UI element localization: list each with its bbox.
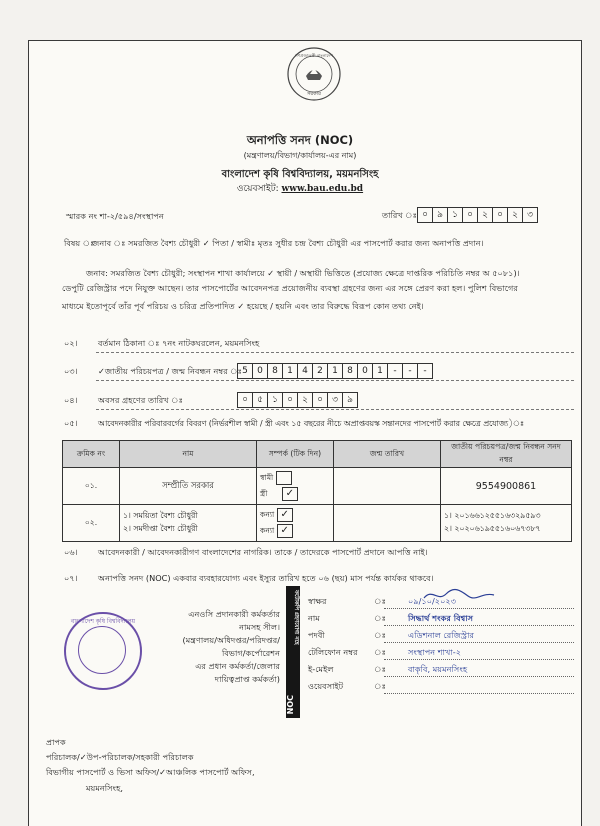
signature-field-label: পদবী <box>308 630 325 640</box>
nid-label: ✓জাতীয় পরিচয়পত্র / জন্ম নিবন্ধন নম্বর ঃ <box>98 366 243 376</box>
signature-scribble <box>420 586 500 606</box>
header-serial: ক্রমিক নং <box>63 441 120 468</box>
subject-label: বিষয় ঃ <box>64 238 95 248</box>
row-serial: ০১. <box>63 468 120 505</box>
id-numbers-cell <box>441 505 572 542</box>
item-05-number: ০৫। <box>64 418 78 428</box>
nid-digit: 4 <box>297 363 313 379</box>
nid-digit: 0 <box>357 363 373 379</box>
noc-side-bar <box>286 586 300 718</box>
body-line-2: ডেপুটি রেজিস্ট্রার পদে নিযুক্ত আছেন। তার পাসপোর্টের আবেদনপত্র প্রয়োজনীয় ব্যবস্থা গ্রহণের জন্য এর সঙ্গে প্রেরণ করা হল। পুলিশ বিভাগের <box>62 283 518 293</box>
retirement-digit: ৫ <box>252 392 268 408</box>
noc-bar-label: NOC <box>286 694 295 714</box>
dotted-rule <box>384 659 574 660</box>
relation-checkbox[interactable]: ✓ <box>277 524 293 538</box>
authority-line: এর প্রধান কর্মকর্তা/জেলার <box>195 661 280 671</box>
nid-digit: 8 <box>342 363 358 379</box>
signing-authority-block <box>150 608 280 686</box>
item-02-number: ০২। <box>64 338 78 348</box>
validity-statement: অনাপত্তি সনদ (NOC) একবার ব্যবহারযোগ্য এবং ইস্যুর তারিখ হতে ০৬ (ছয়) মাস পর্যন্ত কার্যকর থাকবে। <box>98 573 434 583</box>
header-relation: সম্পর্ক (টিক দিন) <box>257 441 334 468</box>
relation-checkbox[interactable]: ✓ <box>282 487 298 501</box>
authority-line: নামসহ সীল। <box>239 622 280 632</box>
website-line <box>0 181 600 196</box>
date-digit-boxes <box>418 207 538 223</box>
nid-digit: 1 <box>282 363 298 379</box>
nid-digit: 0 <box>252 363 268 379</box>
relation-checkbox[interactable] <box>276 471 292 485</box>
body-line-1: জনাব: সমরজিত বৈশ্য চৌধুরী; সংস্থাপন শাখা কার্যালয়ে ✓ স্থায়ী / অস্থায়ী ভিত্তিতে (প্রযোজ্য ক্ষেত্রে দাপ্তরিক পরিচিতি নম্বর অ ৫০৮১)। <box>86 268 520 278</box>
item-07-number: ০৭। <box>64 573 78 583</box>
nid-digit-boxes <box>238 363 433 379</box>
office-seal <box>64 612 142 690</box>
family-table <box>62 440 572 542</box>
colon-separator: ঃ <box>374 630 387 640</box>
dotted-rule <box>384 642 574 643</box>
colon-separator: ঃ <box>374 613 387 623</box>
relation-label: কন্যা <box>260 526 275 535</box>
date-digit: ৯ <box>432 207 448 223</box>
id-number: 9554900861 <box>441 468 572 505</box>
website-label: ওয়েবসাইট: <box>236 184 279 194</box>
dob-cell <box>334 468 441 505</box>
date-digit: ২ <box>507 207 523 223</box>
document-title: অনাপত্তি সনদ (NOC) <box>246 133 354 147</box>
header-name: নাম <box>120 441 257 468</box>
signature-field-label: ওয়েবসাইট <box>308 681 344 691</box>
row-serial: ০২. <box>63 505 120 542</box>
organization-name: বাংলাদেশ কৃষি বিশ্ববিদ্যালয়, ময়মনসিংহ <box>221 169 379 180</box>
item-04-number: ০৪। <box>64 395 78 405</box>
dotted-rule <box>384 625 574 626</box>
retirement-digit: ০ <box>282 392 298 408</box>
date-digit: ৩ <box>522 207 538 223</box>
id-number: ২। ২০২০৬১৯৫৫১৬০৬৭৩৮৭ <box>444 524 541 533</box>
nid-digit: - <box>417 363 433 379</box>
svg-text:সরকার: সরকার <box>307 91 321 97</box>
signature-fields <box>308 594 574 696</box>
retirement-digit: ৩ <box>327 392 343 408</box>
table-header-row <box>63 441 572 468</box>
family-details-label: আবেদনকারীর পরিবারবর্গের বিবরণ (নির্ভরশীল স্বামী / স্ত্রী এবং ১৫ বছরের নীচে অপ্রাপ্তবয়স্ক সন্তানদের পাসপোর্ট করার ক্ষেত্রে প্রযোজ্য)ঃ <box>98 419 525 428</box>
member-names-cell <box>120 505 257 542</box>
dotted-rule <box>96 409 574 410</box>
retirement-digit: ১ <box>267 392 283 408</box>
dotted-rule <box>96 352 574 353</box>
authority-line: (মন্ত্রণালয়/অধিদপ্তর/পরিদপ্তর/ <box>182 635 280 645</box>
table-row <box>63 468 572 505</box>
date-digit: ১ <box>447 207 463 223</box>
recipient-label: প্রাপক <box>46 737 66 747</box>
id-number: ১। ২০১৬৬১২৫৫১৬৩২৯৫৯৩ <box>444 511 541 520</box>
nid-digit: 1 <box>372 363 388 379</box>
recipient-line-1: পরিচালক/✓উপ-পরিচালক/সহকারী পরিচালক <box>46 752 194 762</box>
member-name: ১। সময়িতা বৈশ্য চৌধুরী <box>123 511 198 520</box>
date-digit: ০ <box>417 207 433 223</box>
signature-field-row <box>308 628 574 645</box>
signature-field-label: টেলিফোন নম্বর <box>308 647 358 657</box>
website-link[interactable]: www.bau.edu.bd <box>281 184 364 194</box>
retirement-date-label: অবসর গ্রহণের তারিখ ঃ <box>98 395 183 405</box>
signature-field-label: নাম <box>308 613 320 623</box>
document-subtitle: (মন্ত্রণালয়/বিভাগ/কার্যালয়-এর নাম) <box>243 151 357 160</box>
date-label: তারিখ ঃ <box>382 210 418 220</box>
retirement-digit: ০ <box>312 392 328 408</box>
signature-field-value: ০৯/১০/২০২৩ <box>408 596 457 606</box>
signature-field-label: স্বাক্ষর <box>308 596 327 606</box>
recipient-line-2: বিভাগীয় পাসপোর্ট ও ভিসা অফিস/✓আঞ্চলিক পাসপোর্ট অফিস, <box>46 767 255 777</box>
relation-label: কন্যা <box>260 510 275 519</box>
dob-cell <box>334 505 441 542</box>
body-line-3: মাধ্যমে ইতোপূর্বে তাঁর পূর্ব পরিচয় ও চরিত্র প্রতিপাদিত ✓ হয়েছে / হয়নি এবং তার বিরুদ্ধে বিরূপ কোন তথ্য নেই। <box>62 301 424 311</box>
retirement-digit: ২ <box>297 392 313 408</box>
current-address: বর্তমান ঠিকানা ঃ ৭নং নাটকঘরলেন, ময়মনসিংহ <box>98 338 260 348</box>
signature-field-value: বাকৃবি, ময়মনসিংহ <box>408 664 468 674</box>
citizenship-statement: আবেদনকারী / আবেদনকারীগণ বাংলাদেশের নাগরিক। তাকে / তাদেরকে পাসপোর্ট প্রদানে আপত্তি নাই। <box>98 547 428 557</box>
nid-digit: 8 <box>267 363 283 379</box>
header-id-number: জাতীয় পরিচয়পত্র/জন্ম নিবন্ধন সনদ নম্বর <box>441 441 572 468</box>
noc-bar-text: ফটোকপি গ্রহণযোগ্য নহে <box>293 590 299 645</box>
member-name: ২। সমদীপ্তা বৈশ্য চৌধুরী <box>123 524 198 533</box>
signature-field-row <box>308 611 574 628</box>
seal-text: বাংলাদেশ কৃষি বিশ্ববিদ্যালয় <box>70 618 136 625</box>
signature-field-row <box>308 679 574 696</box>
nid-digit: - <box>402 363 418 379</box>
table-row <box>63 505 572 542</box>
subject-text: জনাব ঃ সমরজিত বৈশ্য চৌধুরী ✓ পিতা / স্বামীঃ মৃতঃ সুধীর চন্দ্র বৈশ্য চৌধুরী এর পাসপোর্ট করার জন্য অনাপত্তি প্রদান। <box>92 238 484 248</box>
authority-line: এনওসি প্রদানকারী কর্মকর্তার <box>188 609 280 619</box>
signature-field-row <box>308 662 574 679</box>
item-06-number: ০৬। <box>64 547 78 557</box>
dotted-rule <box>384 676 574 677</box>
signature-field-value: সংস্থাপন শাখা-২ <box>408 647 462 657</box>
authority-line: দায়িত্বপ্রাপ্ত কর্মকর্তা) <box>214 674 280 684</box>
relation-checkbox[interactable]: ✓ <box>277 508 293 522</box>
dotted-rule <box>384 608 574 609</box>
retirement-digit: ০ <box>237 392 253 408</box>
nid-digit: - <box>387 363 403 379</box>
signature-field-value: সিদ্ধার্থ শংকর বিশ্বাস <box>408 613 474 623</box>
signature-field-value: এডিশনাল রেজিস্ট্রার <box>408 630 474 640</box>
retirement-digit: ৯ <box>342 392 358 408</box>
signature-field-row <box>308 645 574 662</box>
member-name: সম্প্রীতি সরকার <box>120 468 257 505</box>
relation-cell <box>257 468 334 505</box>
item-03-number: ০৩। <box>64 366 78 376</box>
colon-separator: ঃ <box>374 647 387 657</box>
signature-field-label: ই-মেইল <box>308 664 334 674</box>
relation-label: স্বামী <box>260 473 274 482</box>
nid-digit: 1 <box>327 363 343 379</box>
date-digit: ০ <box>462 207 478 223</box>
colon-separator: ঃ <box>374 664 387 674</box>
recipient-line-3: ময়মনসিংহ, <box>86 783 123 793</box>
authority-line: বিভাগ/কর্পোরেশন <box>222 648 280 658</box>
nid-digit: 5 <box>237 363 253 379</box>
nid-digit: 2 <box>312 363 328 379</box>
colon-separator: ঃ <box>374 681 387 691</box>
header-dob: জন্ম তারিখ <box>334 441 441 468</box>
relation-cell <box>257 505 334 542</box>
svg-text:গণপ্রজাতন্ত্রী বাংলাদেশ: গণপ্রজাতন্ত্রী বাংলাদেশ <box>295 53 333 58</box>
memo-number: স্মারক নং শা-২/৫৯৪/সংস্থাপন <box>66 211 164 221</box>
date-digit: ০ <box>492 207 508 223</box>
government-emblem-icon <box>286 46 342 102</box>
relation-label: স্ত্রী <box>260 489 268 498</box>
retirement-date-boxes <box>238 392 358 408</box>
dotted-rule <box>384 693 574 694</box>
dotted-rule <box>96 380 574 381</box>
colon-separator: ঃ <box>374 596 387 606</box>
date-digit: ২ <box>477 207 493 223</box>
